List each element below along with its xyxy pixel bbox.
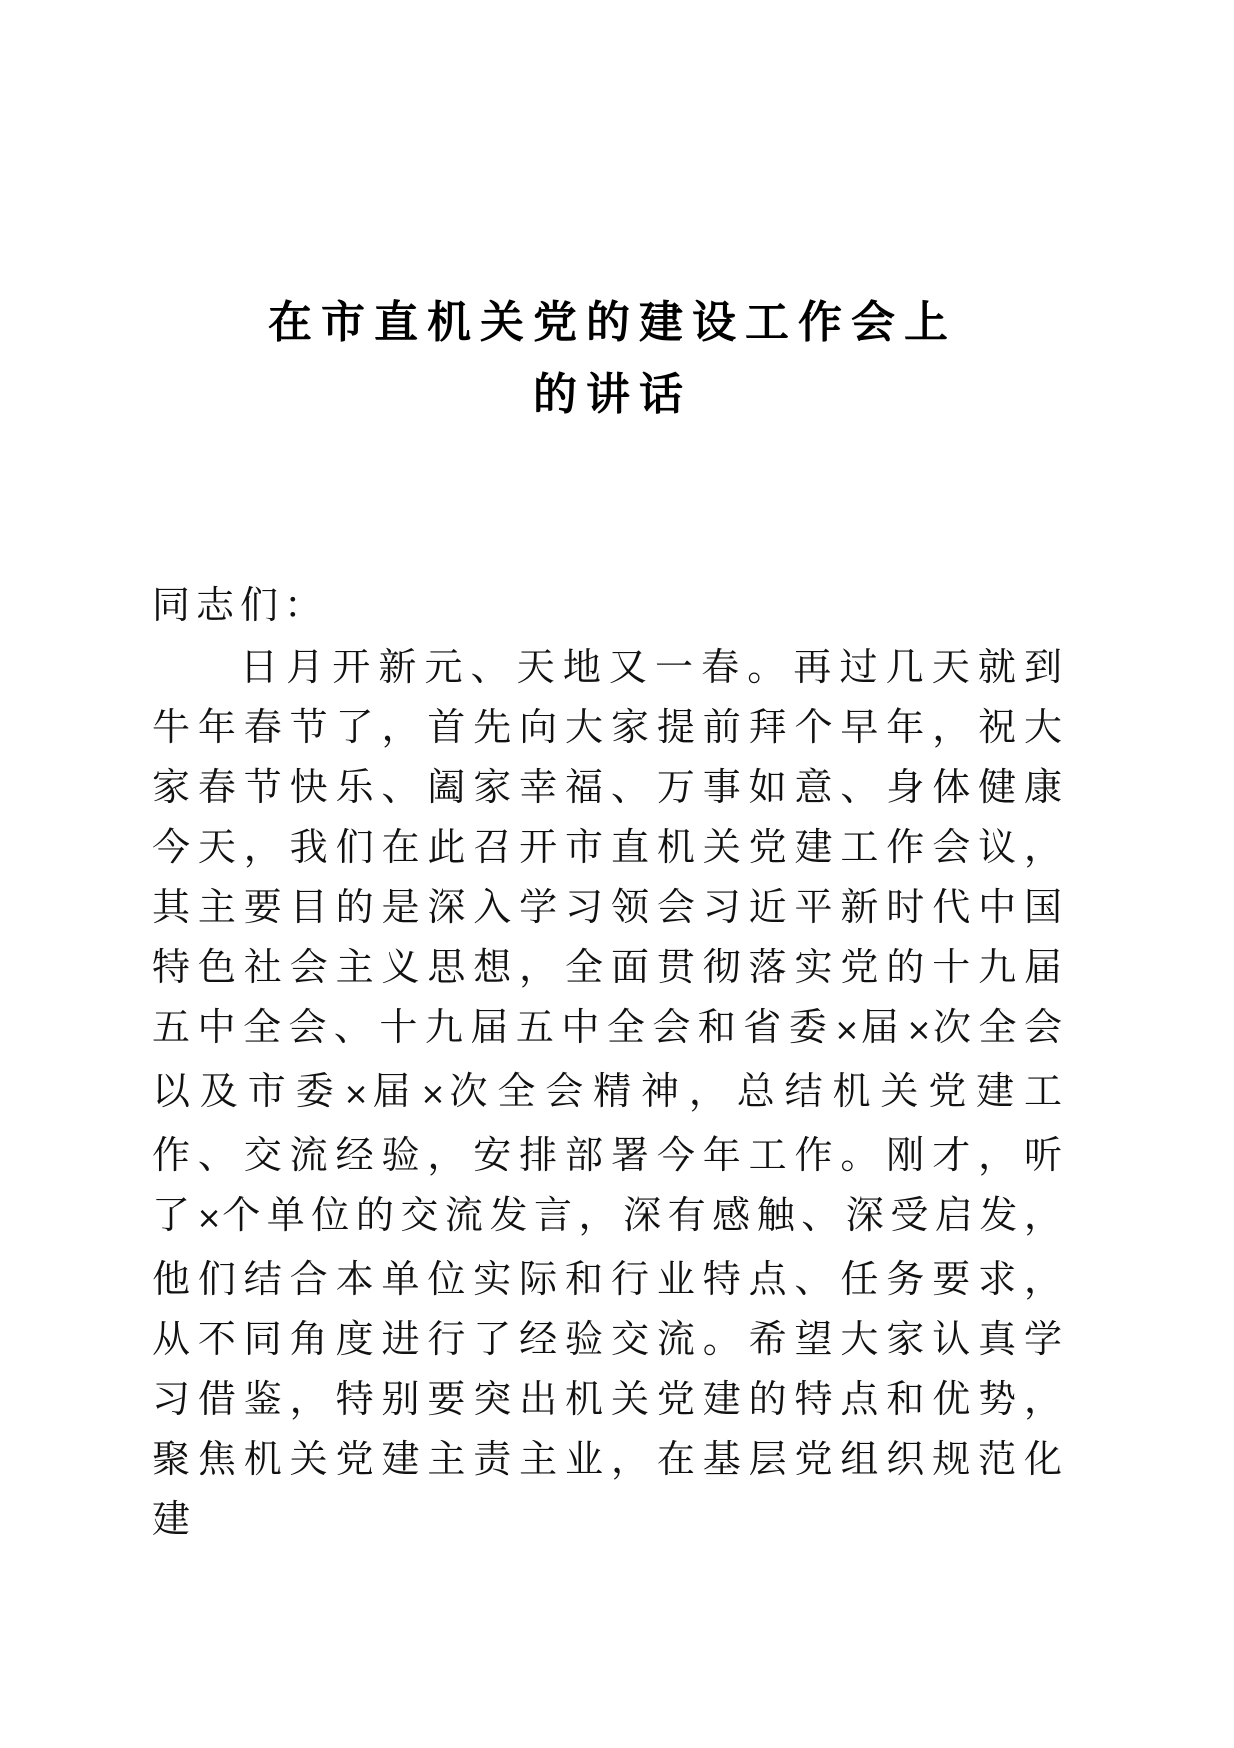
document-title	[152, 287, 1064, 431]
placeholder-symbol: ×	[343, 1077, 369, 1112]
salutation: 同志们：	[152, 583, 329, 627]
document-body	[152, 637, 1068, 1549]
placeholder-symbol: ×	[834, 1013, 860, 1048]
document-title-line-2: 的讲话	[533, 369, 692, 421]
document-title-line-1: 在市直机关党的建设工作会上	[268, 297, 957, 349]
placeholder-symbol: ×	[906, 1013, 932, 1048]
body-paragraph-1: 日月开新元、天地又一春。再过几天就到牛年春节了，首先向大家提前拜个早年，祝大家春节快乐、阖家幸福、万事如意、身体健康今天，我们在此召开市直机关党建工作会议，其主要目的是深入学习领会习近平新时代中国特色社会主义思想，全面贯彻落实党的十九届五中全会、十九届五中全会和省委×届×次全会以及市委×届×次全会精神，总结机关党建工作、交流经验，安排部署今年工作。刚才，听了×个单位的交流发言，深有感触、深受启发，他们结合本单位实际和行业特点、任务要求，从不同角度进行了经验交流。希望大家认真学习借鉴，特别要突出机关党建的特点和优势，聚焦机关党建主责主业，在基层党组织规范化建	[152, 645, 1068, 1541]
placeholder-symbol: ×	[420, 1077, 446, 1112]
placeholder-symbol: ×	[196, 1201, 222, 1236]
